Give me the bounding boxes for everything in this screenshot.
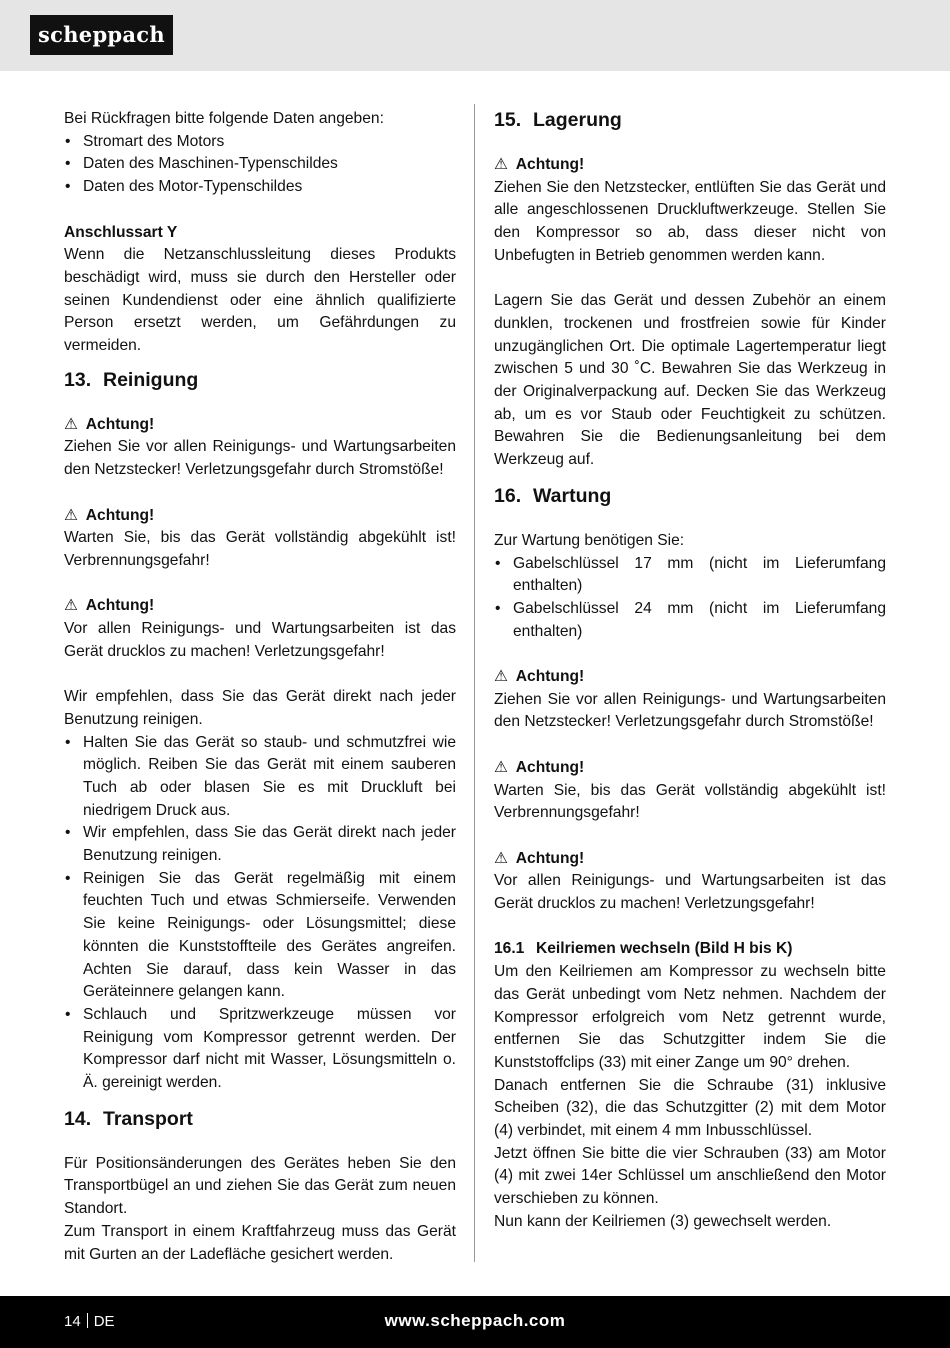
warning-text: Ziehen Sie vor allen Reinigungs- und Wartungsarbeiten den Netzstecker! Verletzungsgefahr durch Stromstöße! xyxy=(494,690,886,731)
language-code: DE xyxy=(93,1313,115,1330)
warning-label: ⚠ Achtung! xyxy=(64,505,456,528)
warning-label: ⚠ Achtung! xyxy=(494,757,886,780)
warning-icon: ⚠ xyxy=(494,668,508,686)
warning-label: ⚠ Achtung! xyxy=(494,666,886,689)
belt-text-2: Danach entfernen Sie die Schraube (31) inklusive Scheiben (32), die das Schutzgitter (2) mit dem Motor (4) verbindet, mit einem 4 mm Inbusschlüssel. xyxy=(494,1076,886,1140)
maintenance-list xyxy=(494,553,886,644)
intro-text: Bei Rückfragen bitte folgende Daten angeben: xyxy=(64,110,384,127)
warning-icon: ⚠ xyxy=(64,506,78,524)
warning-text: Vor allen Reinigungs- und Wartungsarbeiten ist das Gerät drucklos zu machen! Verletzungsgefahr! xyxy=(494,872,886,913)
list-item: • Halten Sie das Gerät so staub- und schmutzfrei wie möglich. Reiben Sie das Gerät mit einem sauberen Tuch ab oder blasen Sie es mit Druckluft bei niedrigem Druck aus. xyxy=(64,732,456,823)
warning-label: ⚠ Achtung! xyxy=(494,848,886,871)
list-item: • Daten des Maschinen-Typenschildes xyxy=(64,153,456,176)
belt-text-3: Jetzt öffnen Sie bitte die vier Schrauben (33) am Motor (4) mit zwei 14er Schlüssel um anschließend den Motor verschieben zu können. xyxy=(494,1144,886,1208)
clean-intro: Wir empfehlen, dass Sie das Gerät direkt nach jeder Benutzung reinigen. xyxy=(64,688,456,728)
warning-icon: ⚠ xyxy=(64,597,78,615)
transport-text-2: Zum Transport in einem Kraftfahrzeug muss das Gerät mit Gurten an der Ladefläche gesichert werden. xyxy=(64,1222,456,1263)
warning-label: ⚠ Achtung! xyxy=(494,154,886,177)
list-item: • Gabelschlüssel 17 mm (nicht im Lieferumfang enthalten) xyxy=(494,553,886,598)
left-column xyxy=(64,108,456,1266)
scheppach-logo: scheppach xyxy=(30,15,173,55)
anschluss-text: Wenn die Netzanschlussleitung dieses Produkts beschädigt wird, muss sie durch den Hersteller oder seinen Kundendienst oder eine ähnlich qualifizierte Person ersetzt werden, um Gefährdungen zu vermeiden. xyxy=(64,246,456,355)
list-item: • Wir empfehlen, dass Sie das Gerät direkt nach jeder Benutzung reinigen. xyxy=(64,822,456,867)
warning-icon: ⚠ xyxy=(494,156,508,173)
section-16-heading: 16. Wartung xyxy=(494,484,612,507)
warning-icon: ⚠ xyxy=(64,415,78,433)
list-item: • Reinigen Sie das Gerät regelmäßig mit einem feuchten Tuch und etwas Schmierseife. Verwenden Sie keine Reinigungs- oder Lösungsmittel; diese könnten die Kunststoffteile des Gerätes angreifen. Achten Sie darauf, dass kein Wasser in das Geräteinnere gelangen kann. xyxy=(64,868,456,1004)
warning-text: Ziehen Sie vor allen Reinigungs- und Wartungsarbeiten den Netzstecker! Verletzungsgefahr durch Stromstöße! xyxy=(64,438,456,479)
belt-text-1: Um den Keilriemen am Kompressor zu wechseln bitte das Gerät unbedingt vom Netz nehmen. Nachdem der Kompressor erfolgreich vom Netz getrennt wurde, entfernen Sie das Schutzgitter indem Sie die Kunststoffclips (33) mit einer Zange um 90° drehen. xyxy=(494,963,886,1071)
anschluss-title: Anschlussart Y xyxy=(64,223,178,241)
list-item: • Schlauch und Spritzwerkzeuge müssen vor Reinigung vom Kompressor getrennt werden. Der Kompressor darf nicht mit Wasser, Lösungsmitteln o. Ä. gereinigt werden. xyxy=(64,1004,456,1095)
storage-warning: Ziehen Sie den Netzstecker, entlüften Sie das Gerät und alle angeschlossenen Druckluftwerkzeuge. Stellen Sie den Kompressor so ab, dass dieser nicht von Unbefugten in Betrieb genommen werden kann. xyxy=(494,178,886,264)
clean-list xyxy=(64,732,456,1095)
warning-icon: ⚠ xyxy=(494,849,508,867)
list-item: • Gabelschlüssel 24 mm (nicht im Lieferumfang enthalten) xyxy=(494,598,886,643)
warning-text: Warten Sie, bis das Gerät vollständig abgekühlt ist! Verbrennungsgefahr! xyxy=(64,529,456,569)
belt-text-4: Nun kann der Keilriemen (3) gewechselt werden. xyxy=(494,1212,832,1230)
storage-text: Lagern Sie das Gerät und dessen Zubehör an einem dunklen, trockenen und frostfreien sowie für Kinder unzugänglichen Ort. Die optimale Lagertemperatur liegt zwischen 5 und 30 ˚C. Bewahren Sie das Werkzeug in der Originalverpackung auf. Decken Sie das Werkzeug ab, um es vor Staub oder Feuchtigkeit zu schützen. Bewahren Sie die Bedienungsanleitung bei dem Werkzeug auf. xyxy=(494,292,886,469)
list-item: • Daten des Motor-Typenschildes xyxy=(64,176,456,199)
column-divider xyxy=(474,104,475,1262)
maintenance-intro: Zur Wartung benötigen Sie: xyxy=(494,531,685,549)
warning-text: Vor allen Reinigungs- und Wartungsarbeiten ist das Gerät drucklos zu machen! Verletzungsgefahr! xyxy=(64,620,456,660)
warning-icon: ⚠ xyxy=(494,758,508,776)
section-14-heading: 14. Transport xyxy=(64,1107,193,1130)
section-15-heading: 15. Lagerung xyxy=(494,109,622,131)
page-number: 14 DE xyxy=(64,1313,115,1330)
list-item: • Stromart des Motors xyxy=(64,131,456,154)
website-link[interactable]: www.scheppach.com xyxy=(384,1311,566,1330)
warning-text: Warten Sie, bis das Gerät vollständig abgekühlt ist! Verbrennungsgefahr! xyxy=(494,781,886,822)
warning-label: ⚠ Achtung! xyxy=(64,414,456,437)
page-header xyxy=(0,0,950,71)
page-footer xyxy=(0,1296,950,1348)
subsection-16-1-heading: 16.1 Keilriemen wechseln (Bild H bis K) xyxy=(494,940,793,958)
right-column xyxy=(494,108,886,1234)
transport-text-1: Für Positionsänderungen des Gerätes heben Sie den Transportbügel an und ziehen Sie das Gerät zum neuen Standort. xyxy=(64,1154,456,1218)
section-13-heading: 13. Reinigung xyxy=(64,368,199,391)
intro-list xyxy=(64,131,456,199)
warning-label: ⚠ Achtung! xyxy=(64,595,456,618)
